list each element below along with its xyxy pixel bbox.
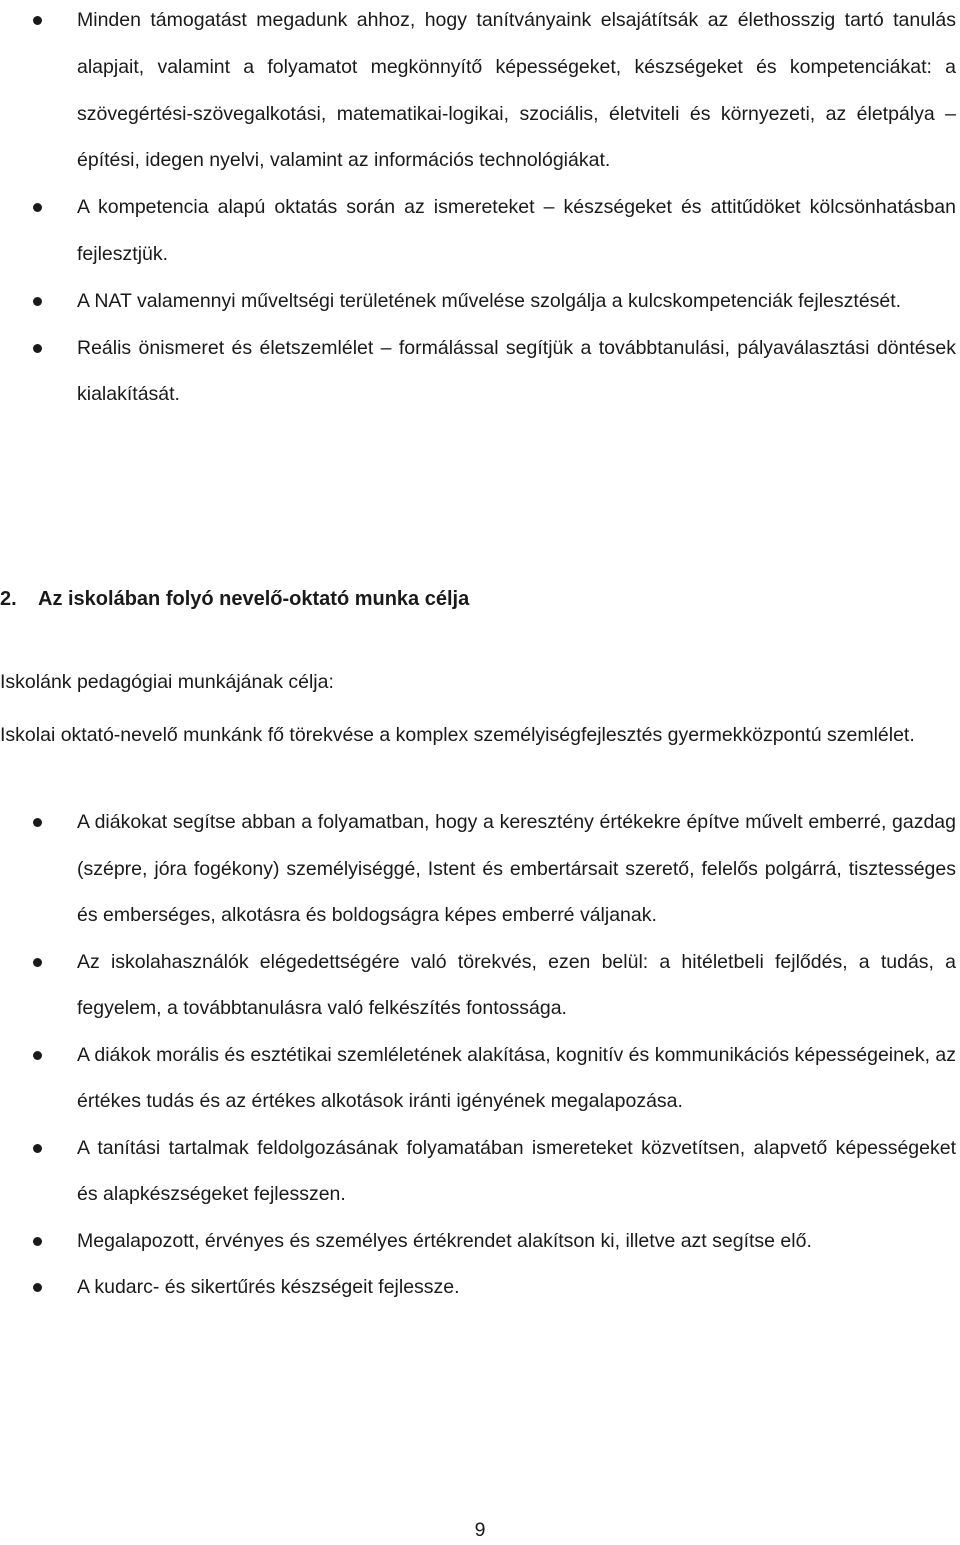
intro-label: Iskolánk pedagógiai munkájának célja: — [0, 671, 334, 693]
list-item-text: A kudarc- és sikertűrés készségeit fejlessze. — [77, 1276, 460, 1298]
list-item — [0, 799, 960, 939]
bullet-icon — [33, 1144, 42, 1153]
page-number: 9 — [474, 1519, 486, 1541]
list-item — [0, 0, 960, 184]
bullet-icon — [33, 1237, 42, 1246]
section-heading — [0, 584, 469, 614]
intro-paragraph: Iskolai oktató-nevelő munkánk fő törekvése a komplex személyiségfejlesztés gyermekközpontú szemlélet. — [0, 724, 915, 746]
section-number: 2. — [0, 588, 17, 610]
bullet-icon — [33, 818, 42, 827]
list-item — [0, 1125, 960, 1218]
list-item-text: A diákokat segítse abban a folyamatban, hogy a keresztény értékekre építve művelt emberré, gazdag (szépre, jóra fogékony) személyiséggé, Istent és embertársait szerető, felelős polgárrá, tisztességes és emberséges, alkotásra és boldogságra képes emberré váljanak. — [77, 811, 956, 926]
bullet-icon — [33, 958, 42, 967]
list-item-text: Az iskolahasználók elégedettségére való törekvés, ezen belül: a hitéletbeli fejlődés, a tudás, a fegyelem, a továbbtanulásra való felkészítés fontossága. — [77, 950, 956, 1019]
list-item-text: Minden támogatást megadunk ahhoz, hogy tanítványaink elsajátítsák az élethosszig tartó tanulás alapjait, valamint a folyamatot megkönnyítő képességeket, készségeket és kompetenciákat: a szövegértési-szövegalkotási, matematikai-logikai, szociális, életviteli és környezeti, az életpálya – építési, idegen nyelvi, valamint az információs technológiákat. — [77, 9, 956, 172]
list-item — [0, 325, 960, 419]
list-item-text: A diákok morális és esztétikai szemléletének alakítása, kognitív és kommunikációs képességeinek, az értékes tudás és az értékes alkotások iránti igényének megalapozása. — [77, 1043, 957, 1112]
bullet-icon — [33, 297, 42, 306]
list-item-text: Reális önismeret és életszemlélet – formálással segítjük a továbbtanulási, pályaválasztási döntések kialakítását. — [77, 336, 956, 406]
list-item-text: A NAT valamennyi műveltségi területének művelése szolgálja a kulcskompetenciák fejlesztését. — [77, 289, 902, 312]
goals-bullet-list — [0, 799, 960, 1311]
bullet-icon — [33, 1051, 42, 1060]
bullet-icon — [33, 16, 42, 25]
bullet-icon — [33, 1283, 42, 1292]
list-item — [0, 184, 960, 278]
bullet-icon — [33, 203, 42, 212]
list-item — [0, 1264, 960, 1311]
list-item — [0, 939, 960, 1032]
list-item — [0, 1032, 960, 1125]
list-item — [0, 1218, 960, 1265]
section-title: Az iskolában folyó nevelő-oktató munka célja — [38, 588, 470, 610]
list-item-text: A tanítási tartalmak feldolgozásának folyamatában ismereteket közvetítsen, alapvető képességeket és alapkészségeket fejlesszen. — [77, 1136, 956, 1205]
competency-bullet-list — [0, 0, 960, 418]
list-item-text: A kompetencia alapú oktatás során az ismereteket – készségeket és attitűdöket kölcsönhatásban fejlesztjük. — [77, 196, 956, 265]
bullet-icon — [33, 344, 42, 353]
list-item — [0, 278, 960, 325]
list-item-text: Megalapozott, érvényes és személyes értékrendet alakítson ki, illetve azt segítse elő. — [77, 1229, 812, 1252]
